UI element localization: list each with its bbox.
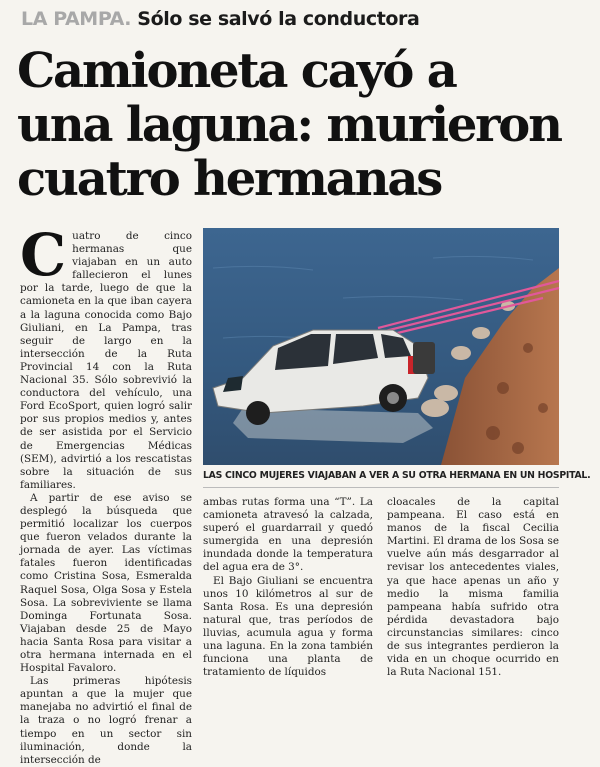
section-label: LA PAMPA. bbox=[21, 8, 132, 30]
caption-divider bbox=[203, 487, 559, 488]
headline bbox=[17, 44, 597, 206]
photo-caption: LAS CINCO MUJERES VIAJABAN A VER A SU OTRA HERMANA EN UN HOSPITAL. bbox=[203, 470, 591, 481]
car-in-lagoon-illustration bbox=[203, 228, 559, 465]
headline-line-1: Camioneta cayó a bbox=[17, 43, 456, 99]
article-column-2 bbox=[203, 496, 373, 679]
paragraph-1-text: uatro de cinco hermanas que viajaban en un auto fallecieron el lunes por la tarde, luego de que la camioneta en la que iban cayera a la laguna conocida como Bajo Giuliani, en La Pampa, tras seguir de largo en la intersección de la Ruta Provincial 14 con la Ruta Nacional 35. Sólo sobrevivió la conductora del vehículo, una Ford EcoSport, quien logró salir por sus propios medios y, antes de ser asistida por el Servicio de Emergencias Médicas (SEM), advirtió a los rescatistas sobre la situación de sus familiares. bbox=[20, 230, 192, 491]
column-3-paragraph-1: cloacales de la capital pampeana. El caso está en manos de la fiscal Cecilia Martini. El drama de los Sosa se vuelve aún más desgarrador al revisar los antecedentes viales, ya que hace apenas un año y medio la misma familia pampeana había sufrido otra pérdida devastadora bajo circunstancias similares: cinco de sus integrantes perdieron la vida en un choque ocurrido en la Ruta Nacional 151. bbox=[387, 496, 559, 679]
article-kicker bbox=[21, 8, 419, 30]
paragraph-2: A partir de ese aviso se desplegó la búsqueda que permitió localizar los cuerpos que fueron velados durante la jornada de ayer. Las víctimas fatales fueron identificadas como Cristina Sosa, Esmeralda Raquel Sosa, Olga Sosa y Estela Sosa. La sobreviviente se llama Dominga Fortunata Sosa. Viajaban desde 25 de Mayo hacia Santa Rosa para visitar a otra hermana internada en el Hospital Favaloro. bbox=[20, 491, 192, 675]
paragraph-1 bbox=[20, 221, 192, 492]
drop-cap: C bbox=[20, 221, 67, 289]
headline-line-2: una laguna: murieron bbox=[17, 97, 561, 153]
article-column-3 bbox=[387, 496, 559, 679]
news-photo bbox=[203, 228, 559, 465]
headline-line-3: cuatro hermanas bbox=[17, 151, 442, 207]
paragraph-3: Las primeras hipótesis apuntan a que la mujer que manejaba no advirtió el final de la traza o no logró frenar a tiempo en un sector sin iluminación, donde la intersección de bbox=[20, 675, 192, 766]
kicker-subtitle: Sólo se salvó la conductora bbox=[131, 8, 420, 30]
column-2-paragraph-2: El Bajo Giuliani se encuentra unos 10 kilómetros al sur de Santa Rosa. Es una depresión natural que, tras períodos de lluvias, acumula agua y forma una laguna. En la zona también funciona una planta de tratamiento de líquidos bbox=[203, 574, 373, 679]
article-column-1 bbox=[20, 221, 192, 767]
column-2-paragraph-1: ambas rutas forma una “T”. La camioneta atravesó la calzada, superó el guardarrail y quedó sumergida en una depresión inundada donde la temperatura del agua era de 3°. bbox=[203, 496, 373, 574]
